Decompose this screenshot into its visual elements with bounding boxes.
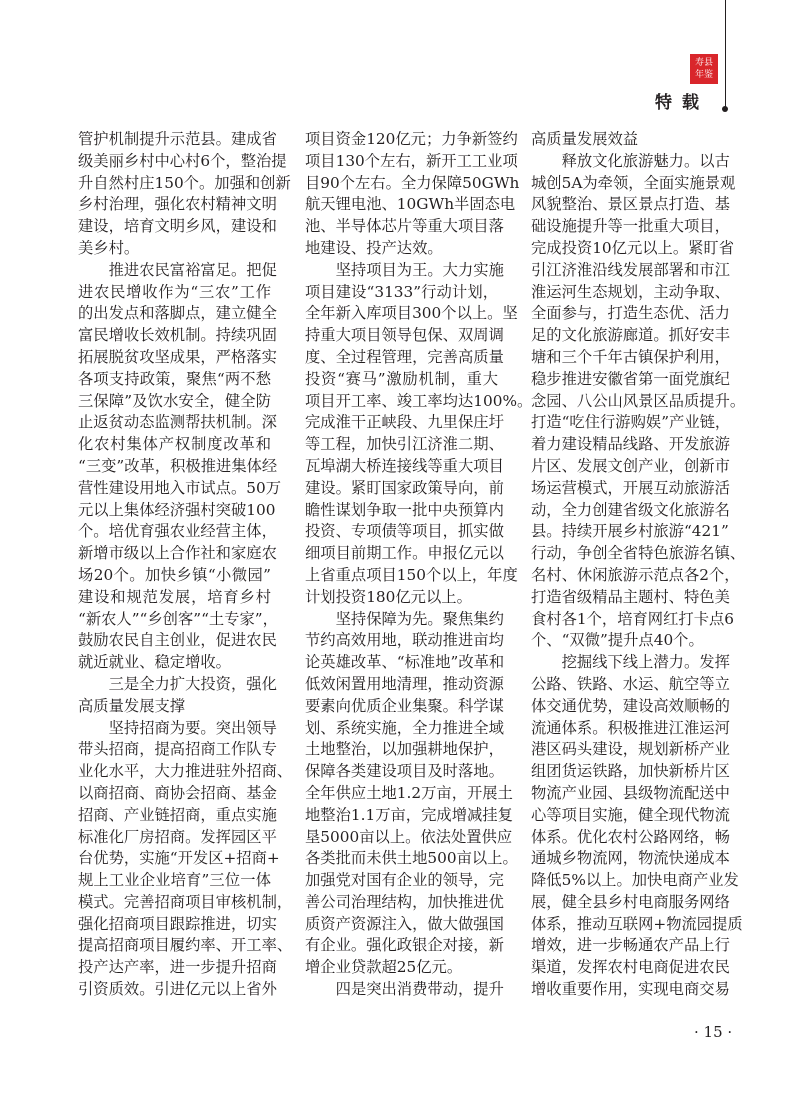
text-line: 完成投资10亿元以上。紧盯省 (531, 238, 735, 257)
text-line: 坚持招商为要。突出领导 (108, 718, 277, 737)
paragraph (305, 979, 504, 1001)
text-line: 瞻性谋划争取一批中央预算内 (305, 500, 504, 519)
text-line: 招商、产业链招商，重点实施 (78, 805, 277, 824)
section-title: 特载 (655, 93, 709, 113)
text-line: 降低5%以上。加快电商产业发 (531, 871, 739, 890)
paragraph (305, 260, 533, 609)
text-line: 县。持续开展乡村旅游“421” (531, 522, 729, 541)
text-line: 论英雄改革、“标准地”改革和 (305, 653, 505, 672)
header-rule (725, 0, 726, 108)
text-line: 打造省级精品主题村、特色美 (531, 587, 730, 606)
paragraph (305, 129, 520, 260)
text-line: 乡村治理，强化农村精神文明 (78, 195, 277, 214)
text-line: 管护机制提升示范县。建成省 (78, 130, 277, 148)
text-line: 化农村集体产权制度改革和 (78, 435, 271, 454)
text-line: 高质量发展支撑 (78, 696, 186, 715)
text-line: 细项目前期工作。申报亿元以 (305, 544, 504, 563)
text-line: 足的文化旅游廊道。抓好安丰 (531, 326, 730, 345)
text-line: 美乡村。 (78, 238, 140, 257)
text-line: 个。培优育强农业经营主体， (78, 522, 277, 541)
text-line: 念园、八公山风景区品质提升。 (531, 391, 746, 410)
text-line: “新农人”“乡创客”“土专家”， (78, 609, 278, 628)
text-line: 港区码头建设，规划新桥产业 (531, 740, 730, 759)
text-line: 础设施提升等一批重大项目， (531, 217, 730, 236)
text-line: 级美丽乡村中心村6个，整治提 (78, 151, 287, 170)
text-line: 三是全力扩大投资，强化 (108, 674, 277, 693)
text-line: 台优势，实施“开发区+招商+ (78, 849, 280, 868)
text-line: 鼓励农民自主创业，促进农民 (78, 631, 277, 650)
text-line: 土地整治，以加强耕地保护， (305, 740, 504, 759)
text-line: 就近就业、稳定增收。 (78, 653, 231, 672)
text-line: 坚持保障为先。聚焦集约 (335, 609, 504, 628)
text-line: 场20个。加快乡镇“小微园” (78, 565, 271, 584)
text-line: 公路、铁路、水运、航空等立 (531, 674, 730, 693)
text-line: 全面参与，打造生态优、活力 (531, 304, 730, 323)
text-line: 项目资金120亿元；力争新签约 (305, 130, 518, 148)
text-line: 瓦埠湖大桥连接线等重大项目 (305, 456, 504, 475)
paragraph (531, 151, 746, 652)
text-line: 以商招商、商协会招商、基金 (78, 783, 277, 802)
paragraph (531, 652, 743, 1001)
text-line: 全年新入库项目300个以上。坚 (305, 304, 518, 323)
text-line: 进农民增收作为“三农”工作 (78, 282, 271, 301)
text-line: 增企业贷款超25亿元。 (305, 958, 463, 977)
text-line: 止返贫动态监测帮扶机制。深 (78, 413, 277, 432)
header-rule-dot (722, 106, 728, 112)
text-line: 项目开工率、竣工率均达100%。 (305, 391, 533, 410)
text-line: 新增市级以上合作社和家庭农 (78, 544, 277, 563)
text-line: 城创5A为牵领，全面实施景观 (531, 173, 736, 192)
text-line: 持重大项目领导包保、双周调 (305, 326, 504, 345)
text-line: 营性建设用地入市试点。50万 (78, 478, 282, 497)
text-line: 片区、发展文创产业，创新市 (531, 456, 730, 475)
text-line: 释放文化旅游魅力。以古 (561, 151, 730, 170)
text-line: 各类批而未供土地500亩以上。 (305, 849, 518, 868)
text-line: 投资、专项债等项目，抓实做 (305, 522, 504, 541)
text-line: 动，全力创建省级文化旅游名 (531, 500, 730, 519)
text-line: 稳步推进安徽省第一面党旗纪 (531, 369, 730, 388)
text-line: 上省重点项目150个以上，年度 (305, 565, 518, 584)
text-line: 三保障”及饮水安全，健全防 (78, 391, 271, 410)
text-line: 着力建设精品线路、开发旅游 (531, 435, 730, 454)
text-line: 打造“吃住行游购娱”产业链， (531, 413, 731, 432)
text-line: 地建设、投产达效。 (305, 238, 443, 257)
text-line: 展，健全县乡村电商服务网络 (531, 892, 730, 911)
text-line: 拓展脱贫攻坚成果，严格落实 (78, 347, 277, 366)
text-line: 建设和规范发展，培育乡村 (78, 587, 271, 606)
paragraph (78, 260, 282, 674)
page-number: · 15 · (694, 1023, 733, 1041)
text-line: 风貌整治、景区景点打造、基 (531, 195, 730, 214)
text-line: 物流产业园、县级物流配送中 (531, 783, 730, 802)
text-line: 高质量发展效益 (531, 130, 639, 148)
text-line: 带头招商，提高招商工作队专 (78, 740, 277, 759)
text-line: 富民增收长效机制。持续巩固 (78, 326, 277, 345)
text-line: 建设，培育文明乡风，建设和 (78, 217, 277, 236)
text-line: 推进农民富裕富足。把促 (108, 260, 277, 279)
text-line: 垦5000亩以上。依法处置供应 (305, 827, 513, 846)
text-line: 引江济淮沿线发展部署和市江 (531, 260, 730, 279)
text-line: 建设。紧盯国家政策导向，前 (305, 478, 504, 497)
text-line: 增收重要作用，实现电商交易 (531, 980, 730, 999)
text-line: 划、系统实施，全力推进全域 (305, 718, 504, 737)
text-line: 完成淮干正峡段、九里保庄圩 (305, 413, 504, 432)
text-line: 计划投资180亿元以上。 (305, 587, 472, 606)
text-line: 项目130个左右，新开工工业项 (305, 151, 518, 170)
text-line: 流通体系。积极推进江淮运河 (531, 718, 730, 737)
text-line: 四是突出消费带动，提升 (335, 980, 504, 999)
text-line: 提高招商项目履约率、开工率、 (78, 936, 293, 955)
text-line: 要素向优质企业集聚。科学谋 (305, 696, 504, 715)
text-line: 食村各1个，培育网红打卡点6 (531, 609, 735, 628)
text-line: 等工程，加快引江济淮二期、 (305, 435, 504, 454)
text-column-1 (78, 129, 293, 1001)
text-column-3 (531, 129, 746, 1001)
text-line: 场运营模式，开展互动旅游活 (531, 478, 730, 497)
text-line: 低效闲置用地清理，推动资源 (305, 674, 504, 693)
text-line: 引资质效。引进亿元以上省外 (78, 980, 277, 999)
text-line: 塘和三个千年古镇保护利用， (531, 347, 730, 366)
text-line: 地整治1.1万亩，完成增减挂复 (305, 805, 513, 824)
text-line: 度、全过程管理，完善高质量 (305, 347, 504, 366)
text-line: 加强党对国有企业的领导，完 (305, 871, 504, 890)
text-column-2 (305, 129, 533, 1001)
text-line: 渠道，发挥农村电商促进农民 (531, 958, 730, 977)
paragraph (78, 674, 277, 718)
text-line: 善公司治理结构，加快推进优 (305, 892, 504, 911)
text-line: 强化招商项目跟踪推进，切实 (78, 914, 277, 933)
paragraph (531, 129, 724, 151)
text-line: 规上工业企业培育”三位一体 (78, 871, 271, 890)
text-line: 投资“赛马”激励机制，重大 (305, 369, 498, 388)
text-line: 标准化厂房招商。发挥园区平 (78, 827, 277, 846)
paragraph (305, 609, 518, 980)
text-line: 模式。完善招商项目审核机制， (78, 892, 293, 911)
text-line: “三变”改革，积极推进集体经 (78, 456, 278, 475)
paragraph (78, 129, 291, 260)
text-line: 通城乡物流网，物流快递成本 (531, 849, 730, 868)
text-line: 体系。优化农村公路网络，畅 (531, 827, 730, 846)
text-line: 升自然村庄150个。加强和创新 (78, 173, 291, 192)
text-line: 节约高效用地，联动推进亩均 (305, 631, 504, 650)
text-line: 体交通优势，建设高效顺畅的 (531, 696, 730, 715)
text-line: 行动，争创全省特色旅游名镇、 (531, 544, 746, 563)
paragraph (78, 718, 293, 1001)
text-line: 组团货运铁路，加快新桥片区 (531, 762, 730, 781)
text-line: 元以上集体经济强村突破100 (78, 500, 276, 519)
text-line: 投产达产率，进一步提升招商 (78, 958, 277, 977)
text-line: 各项支持政策，聚焦“两不愁 (78, 369, 271, 388)
text-line: 的出发点和落脚点，建立健全 (78, 304, 277, 323)
text-line: 名村、休闲旅游示范点各2个， (531, 565, 740, 584)
text-line: 项目建设“3133”行动计划， (305, 282, 498, 301)
text-line: 航天锂电池、10GWh半固态电 (305, 195, 516, 214)
text-line: 坚持项目为王。大力实施 (335, 260, 504, 279)
text-line: 体系，推动互联网+物流园提质 (531, 914, 743, 933)
text-line: 保障各类建设项目及时落地。 (305, 762, 504, 781)
text-line: 个、“双微”提升点40个。 (531, 631, 704, 650)
text-line: 池、半导体芯片等重大项目落 (305, 217, 504, 236)
text-line: 心等项目实施，健全现代物流 (531, 805, 730, 824)
text-line: 质资产资源注入，做大做强国 (305, 914, 504, 933)
text-line: 挖掘线下线上潜力。发挥 (561, 653, 730, 672)
text-line: 目90个左右。全力保障50GWh (305, 173, 520, 192)
yearbook-seal-logo: 寿县 年鉴 (690, 54, 718, 84)
text-line: 业化水平，大力推进驻外招商、 (78, 762, 293, 781)
text-line: 全年供应土地1.2万亩，开展土 (305, 783, 513, 802)
text-line: 有企业。强化政银企对接，新 (305, 936, 504, 955)
text-line: 增效，进一步畅通农产品上行 (531, 936, 730, 955)
text-line: 淮运河生态规划，主动争取、 (531, 282, 730, 301)
